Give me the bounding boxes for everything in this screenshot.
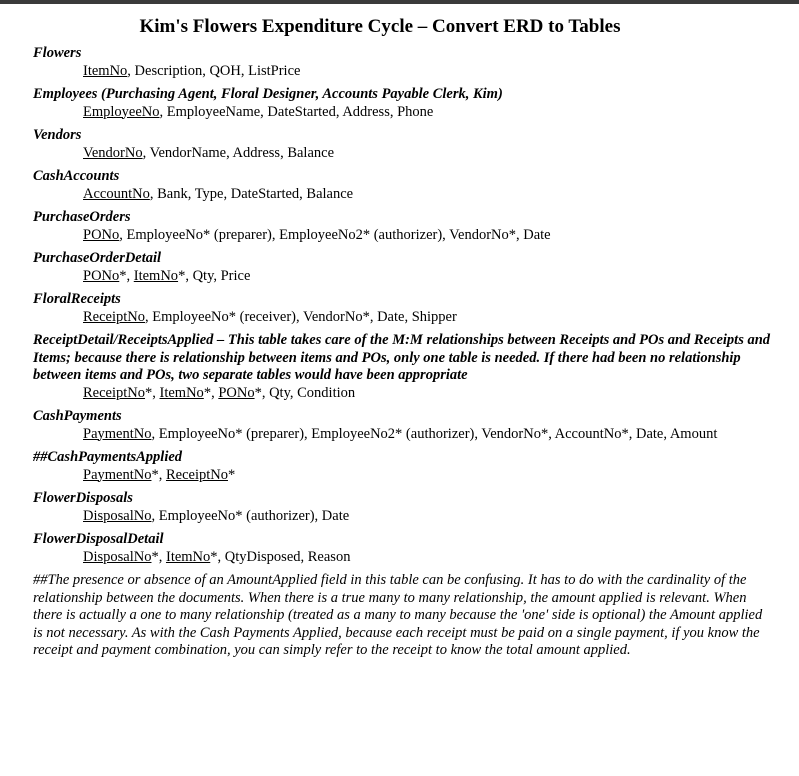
key-separator: *, bbox=[151, 466, 166, 483]
table-fields bbox=[33, 104, 773, 122]
field-list: , EmployeeNo* (authorizer), Date bbox=[151, 507, 350, 524]
table-fields bbox=[33, 508, 773, 526]
table-fields bbox=[33, 145, 773, 163]
field-list: , Description, QOH, ListPrice bbox=[127, 62, 301, 79]
table-entry bbox=[33, 332, 773, 402]
table-name: Flowers bbox=[33, 45, 82, 61]
primary-key: PONo bbox=[218, 384, 255, 401]
field-list: , VendorName, Address, Balance bbox=[142, 144, 335, 161]
primary-key: DisposalNo bbox=[83, 507, 152, 524]
table-name: FloralReceipts bbox=[33, 291, 121, 307]
table-entry bbox=[33, 291, 773, 326]
primary-key: ItemNo bbox=[165, 548, 211, 565]
field-list: * bbox=[227, 466, 236, 483]
table-name: ##CashPaymentsApplied bbox=[33, 449, 183, 465]
primary-key: PONo bbox=[83, 226, 120, 243]
table-entry bbox=[33, 449, 773, 484]
field-list: , EmployeeNo* (receiver), VendorNo*, Date, Shipper bbox=[145, 308, 457, 325]
primary-key: ReceiptNo bbox=[83, 384, 146, 401]
table-fields bbox=[33, 63, 773, 81]
primary-key: ReceiptNo bbox=[165, 466, 228, 483]
primary-key: PaymentNo bbox=[83, 466, 152, 483]
table-fields bbox=[33, 268, 773, 286]
table-entry bbox=[33, 168, 773, 203]
primary-key: VendorNo bbox=[83, 144, 143, 161]
table-name: PurchaseOrders bbox=[33, 209, 131, 225]
page-title: Kim's Flowers Expenditure Cycle – Convert ERD to Tables bbox=[139, 16, 621, 37]
table-entry bbox=[33, 408, 773, 443]
table-name: PurchaseOrderDetail bbox=[33, 250, 162, 266]
primary-key: EmployeeNo bbox=[83, 103, 160, 120]
primary-key: PONo bbox=[83, 267, 120, 284]
table-name: Employees (Purchasing Agent, Floral Designer, Accounts Payable Clerk, Kim) bbox=[33, 86, 503, 102]
table-entry bbox=[33, 209, 773, 244]
document-body bbox=[33, 45, 773, 660]
primary-key: PaymentNo bbox=[83, 425, 152, 442]
field-list: , EmployeeNo* (preparer), EmployeeNo2* (authorizer), VendorNo*, Date bbox=[119, 226, 551, 243]
field-list: , Bank, Type, DateStarted, Balance bbox=[149, 185, 354, 202]
table-name: CashAccounts bbox=[33, 168, 120, 184]
table-name: ReceiptDetail/ReceiptsApplied – This table takes care of the M:M relationships between Receipts and POs and Receipts and Items; because there is relationship between items and POs, only one table is needed. If there had been no relationship between items and POs, two separate tables would have been appropriate bbox=[33, 332, 771, 383]
table-entry bbox=[33, 86, 773, 121]
field-list: *, QtyDisposed, Reason bbox=[210, 548, 351, 565]
table-entry bbox=[33, 127, 773, 162]
footnote: ##The presence or absence of an AmountApplied field in this table can be confusing. It has to do with the cardinality of the relationship between the documents. When there is a true many to many relationship, the amount applied is relevant. When there is actually a one to many relationship (treated as a many to many because the 'one' side is optional) the Amount applied is not necessary. As with the Cash Payments Applied, because each receipt must be paid on a single payment, if you know the receipt and payment combination, you can simply refer to the receipt to know the total amount applied. bbox=[33, 572, 763, 658]
table-fields bbox=[33, 309, 773, 327]
table-name: FlowerDisposalDetail bbox=[33, 531, 164, 547]
primary-key: ItemNo bbox=[133, 267, 179, 284]
key-separator: *, bbox=[145, 384, 160, 401]
primary-key: ReceiptNo bbox=[83, 308, 146, 325]
table-fields bbox=[33, 467, 773, 485]
table-name: Vendors bbox=[33, 127, 82, 143]
table-name: CashPayments bbox=[33, 408, 122, 424]
key-separator: *, bbox=[119, 267, 134, 284]
table-fields bbox=[33, 385, 773, 403]
key-separator: *, bbox=[151, 548, 166, 565]
key-separator: *, bbox=[203, 384, 219, 401]
table-entry bbox=[33, 45, 773, 80]
primary-key: ItemNo bbox=[83, 62, 128, 79]
primary-key: DisposalNo bbox=[83, 548, 152, 565]
primary-key: AccountNo bbox=[83, 185, 150, 202]
top-border bbox=[0, 0, 799, 4]
table-entry bbox=[33, 250, 773, 285]
field-list: *, Qty, Condition bbox=[254, 384, 356, 401]
table-fields bbox=[33, 549, 773, 567]
table-fields bbox=[33, 426, 773, 444]
field-list: , EmployeeName, DateStarted, Address, Phone bbox=[159, 103, 434, 120]
table-fields bbox=[33, 186, 773, 204]
field-list: *, Qty, Price bbox=[178, 267, 251, 284]
table-fields bbox=[33, 227, 773, 245]
field-list: , EmployeeNo* (preparer), EmployeeNo2* (authorizer), VendorNo*, AccountNo*, Date, Amount bbox=[151, 425, 718, 442]
table-name: FlowerDisposals bbox=[33, 490, 133, 506]
primary-key: ItemNo bbox=[159, 384, 204, 401]
table-entry bbox=[33, 531, 773, 566]
table-entry bbox=[33, 490, 773, 525]
